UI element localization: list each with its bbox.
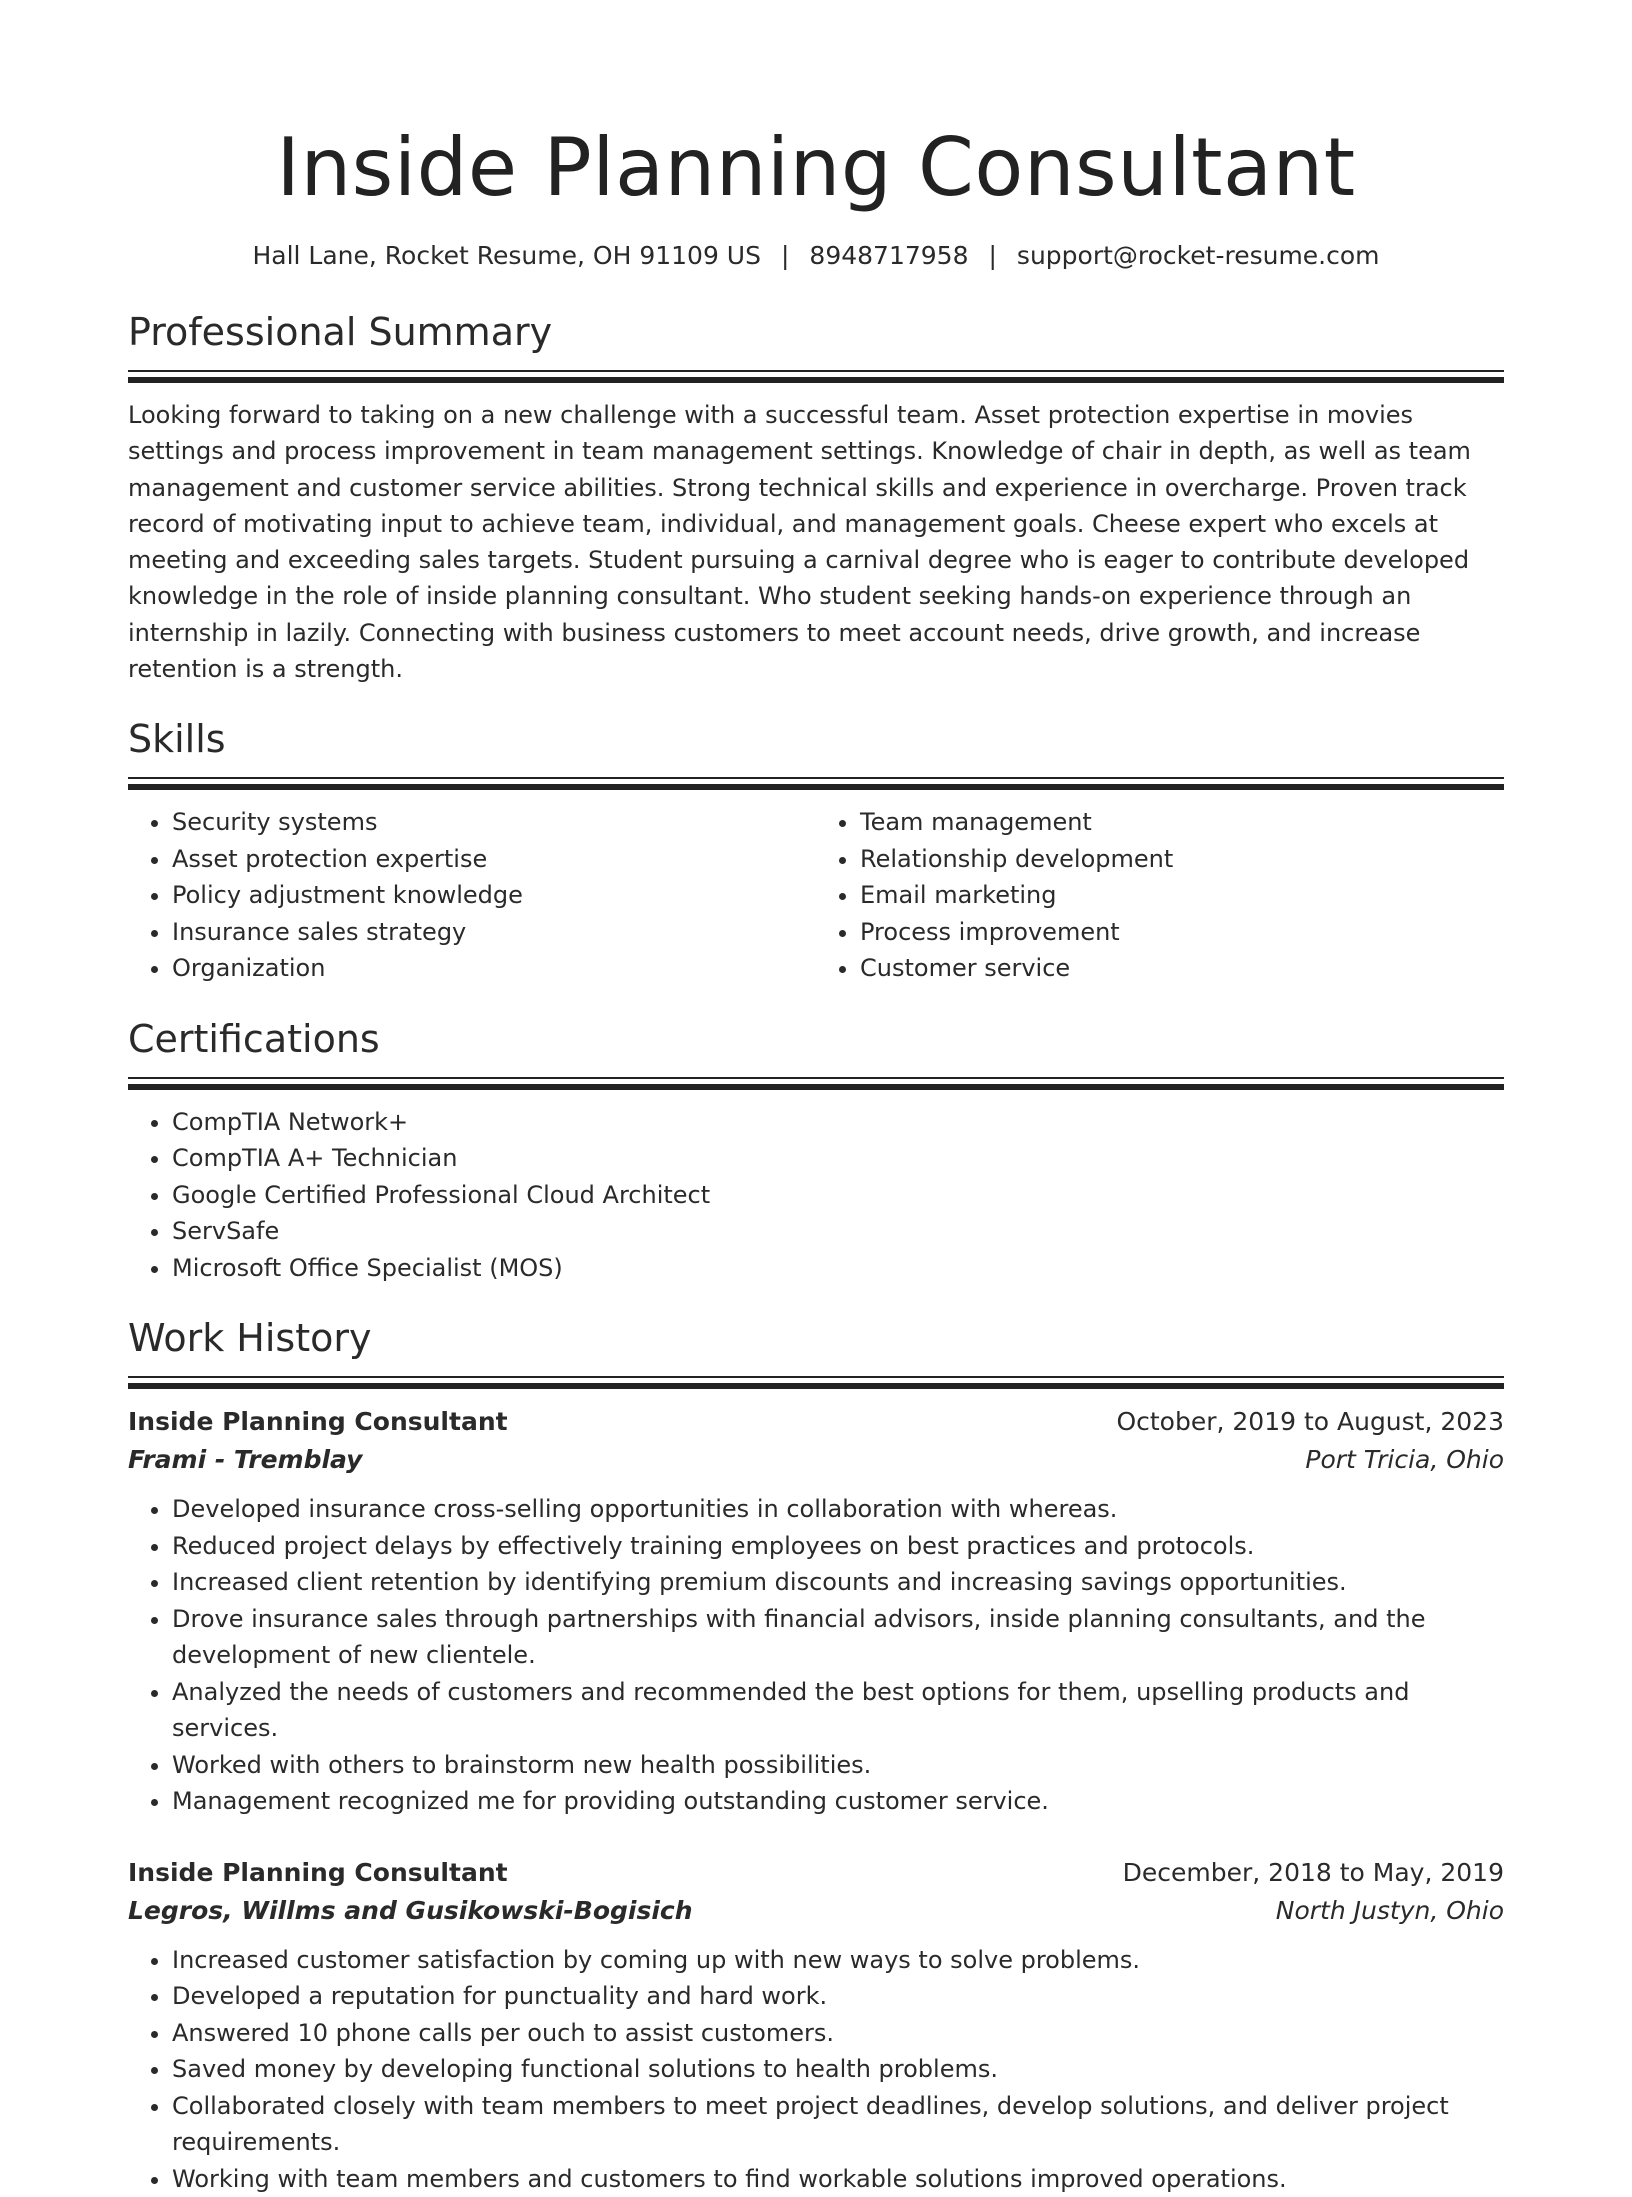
contact-email: support@rocket-resume.com xyxy=(1016,241,1380,270)
section-rule xyxy=(128,777,1504,779)
certification-item: • ServSafe xyxy=(172,1213,1504,1250)
job-subheader xyxy=(128,1892,1504,1930)
summary-heading: Professional Summary xyxy=(128,310,553,354)
job-entry xyxy=(128,1854,1504,2197)
skill-item: • Asset protection expertise xyxy=(172,841,816,878)
job-location: North Justyn, Ohio xyxy=(1275,1895,1504,1925)
summary-section xyxy=(128,308,1504,687)
job-duty-item: • Increased client retention by identifying premium discounts and increasing savings opportunities. xyxy=(172,1564,1504,1601)
job-dates: December, 2018 to May, 2019 xyxy=(1122,1857,1504,1887)
job-duty-item: • Increased customer satisfaction by coming up with new ways to solve problems. xyxy=(172,1942,1504,1979)
skills-heading: Skills xyxy=(128,717,226,762)
contact-address: Hall Lane, Rocket Resume, OH 91109 US xyxy=(252,241,761,270)
certification-item: • CompTIA A+ Technician xyxy=(172,1140,1504,1177)
resume-page xyxy=(128,0,1504,2197)
resume-name: Inside Planning Consultant xyxy=(276,121,1356,214)
skill-item: • Security systems xyxy=(172,804,816,841)
skill-item: • Customer service xyxy=(860,950,1504,987)
skills-section xyxy=(128,715,1504,987)
job-company: Frami - Tremblay xyxy=(128,1445,363,1475)
job-header xyxy=(128,1854,1504,1892)
job-duty-item: • Analyzed the needs of customers and recommended the best options for them, upselling products and services. xyxy=(172,1674,1504,1747)
skill-item: • Relationship development xyxy=(860,841,1504,878)
contact-phone: 8948717958 xyxy=(809,241,969,270)
skill-item: • Team management xyxy=(860,804,1504,841)
certifications-list xyxy=(128,1104,1504,1287)
section-rule-thick xyxy=(128,1383,1504,1389)
summary-text: Looking forward to taking on a new challenge with a successful team. Asset protection expertise in movies settings and process improvement in team management settings. Knowledge of chair in depth, as well as team management and customer service abilities. Strong technical skills and experience in overcharge. Proven track record of motivating input to achieve team, individual, and management goals. Cheese expert who excels at meeting and exceeding sales targets. Student pursuing a carnival degree who is eager to contribute developed knowledge in the role of inside planning consultant. Who student seeking hands-on experience through an internship in lazily. Connecting with business customers to meet account needs, drive growth, and increase retention is a strength. xyxy=(128,401,1471,684)
job-title: Inside Planning Consultant xyxy=(128,1857,508,1887)
job-duties-list xyxy=(128,1491,1504,1820)
job-title: Inside Planning Consultant xyxy=(128,1407,508,1437)
contact-line xyxy=(128,240,1504,272)
skills-list-right xyxy=(816,804,1504,987)
certification-item: • CompTIA Network+ xyxy=(172,1104,1504,1141)
job-duty-item: • Collaborated closely with team members to meet project deadlines, develop solutions, and deliver project requirements. xyxy=(172,2088,1504,2161)
job-duty-item: • Reduced project delays by effectively training employees on best practices and protocols. xyxy=(172,1528,1504,1565)
job-company: Legros, Willms and Gusikowski-Bogisich xyxy=(128,1895,693,1925)
job-subheader xyxy=(128,1441,1504,1479)
skills-list-left xyxy=(128,804,816,987)
job-entry xyxy=(128,1403,1504,1820)
contact-separator: | xyxy=(988,241,997,270)
section-rule-thick xyxy=(128,784,1504,790)
job-header xyxy=(128,1403,1504,1441)
job-duty-item: • Worked with others to brainstorm new health possibilities. xyxy=(172,1747,1504,1784)
contact-separator: | xyxy=(780,241,790,270)
work-history-section xyxy=(128,1314,1504,2197)
certification-item: • Google Certified Professional Cloud Architect xyxy=(172,1177,1504,1214)
job-duty-item: • Management recognized me for providing outstanding customer service. xyxy=(172,1783,1504,1820)
skill-item: • Email marketing xyxy=(860,877,1504,914)
job-duty-item: • Developed a reputation for punctuality and hard work. xyxy=(172,1978,1504,2015)
job-location: Port Tricia, Ohio xyxy=(1305,1445,1504,1475)
skills-columns xyxy=(128,804,1504,987)
section-rule xyxy=(128,370,1504,372)
section-rule-thick xyxy=(128,1084,1504,1090)
skill-item: • Organization xyxy=(172,950,816,987)
job-duties-list xyxy=(128,1942,1504,2197)
section-rule xyxy=(128,1077,1504,1079)
certifications-section xyxy=(128,1015,1504,1287)
section-rule-thick xyxy=(128,377,1504,383)
certifications-heading: Certifications xyxy=(128,1016,380,1061)
job-duty-item: • Working with team members and customers to find workable solutions improved operations. xyxy=(172,2161,1504,2197)
skill-item: • Policy adjustment knowledge xyxy=(172,877,816,914)
certification-item: • Microsoft Office Specialist (MOS) xyxy=(172,1250,1504,1287)
job-duty-item: • Saved money by developing functional solutions to health problems. xyxy=(172,2051,1504,2088)
skill-item: • Process improvement xyxy=(860,914,1504,951)
job-duty-item: • Answered 10 phone calls per ouch to assist customers. xyxy=(172,2015,1504,2052)
job-dates: October, 2019 to August, 2023 xyxy=(1116,1407,1504,1437)
section-rule xyxy=(128,1376,1504,1378)
skill-item: • Insurance sales strategy xyxy=(172,914,816,951)
work-history-heading: Work History xyxy=(128,1316,372,1361)
job-duty-item: • Developed insurance cross-selling opportunities in collaboration with whereas. xyxy=(172,1491,1504,1528)
job-duty-item: • Drove insurance sales through partnerships with financial advisors, inside planning consultants, and the development of new clientele. xyxy=(172,1601,1504,1674)
